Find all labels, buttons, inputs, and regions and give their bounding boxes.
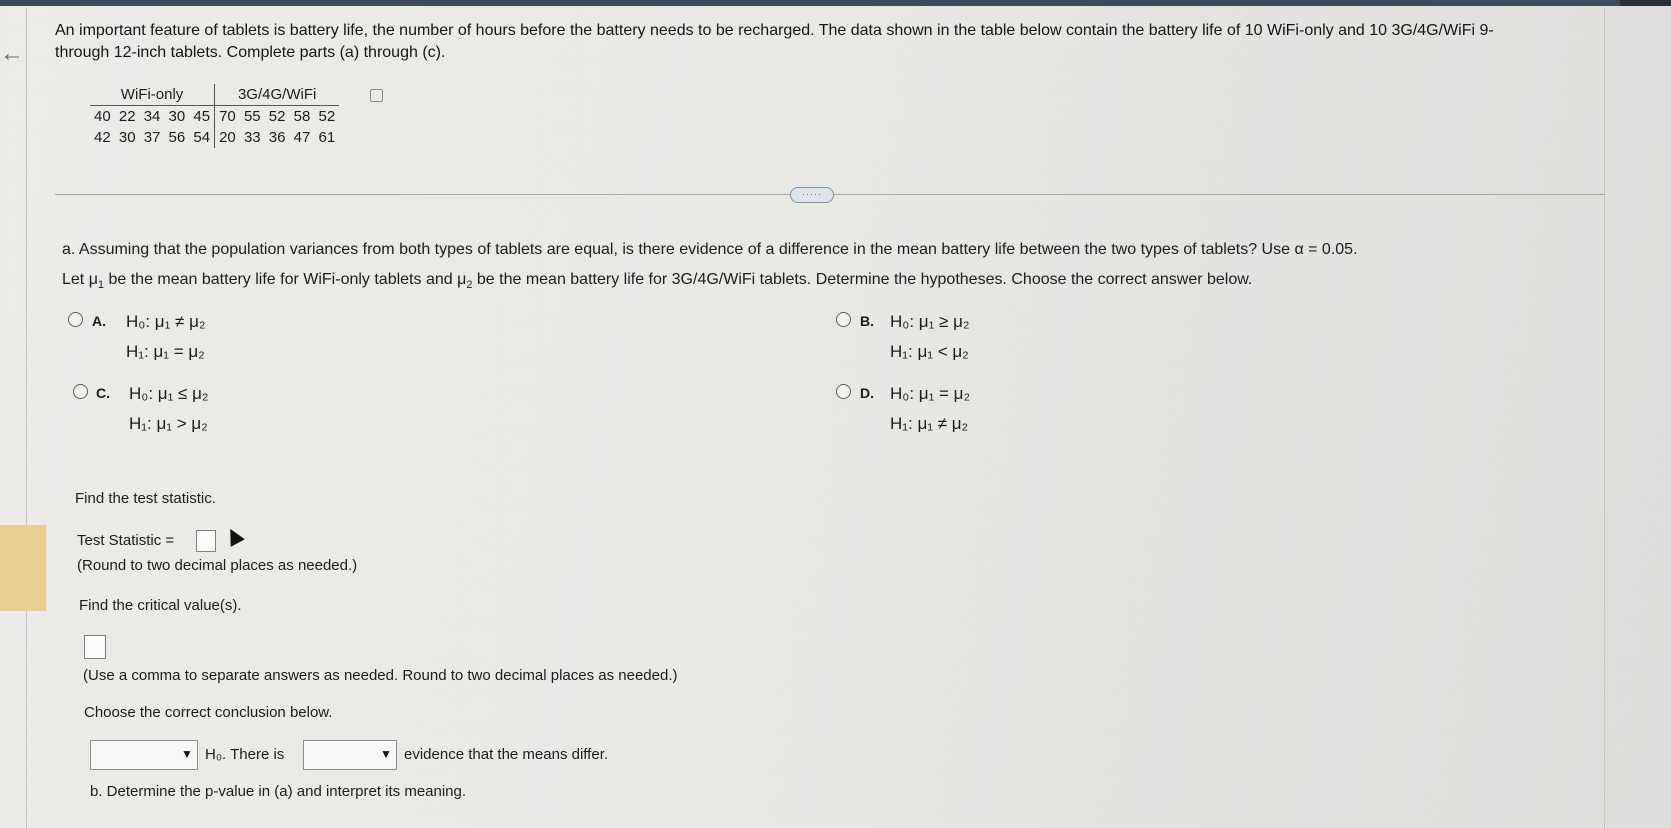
option-c-radio[interactable] — [73, 384, 88, 399]
expand-more-button[interactable]: ····· — [790, 187, 834, 203]
option-d-h1: H₁: μ₁ ≠ μ₂ — [890, 414, 969, 433]
part-a-question — [62, 235, 1482, 300]
option-c-h0: H₀: μ₁ ≤ μ₂ — [129, 384, 209, 403]
table-row — [90, 106, 339, 128]
option-b-letter: B. — [860, 313, 874, 329]
option-d-h0: H₀: μ₁ = μ₂ — [890, 384, 971, 403]
test-statistic-hint: (Round to two decimal places as needed.) — [77, 557, 358, 574]
option-d-letter: D. — [860, 385, 874, 401]
back-arrow-icon[interactable]: ← — [0, 40, 24, 67]
table-cell: 70 55 52 58 52 — [219, 108, 336, 125]
option-c-letter: C. — [96, 385, 110, 401]
option-a-h1: H₁: μ₁ = μ₂ — [126, 342, 205, 361]
right-border — [1604, 8, 1605, 828]
conclusion-text-h0: H₀. There is — [205, 746, 285, 763]
part-a-line2: Let $\mu_1$ be the mean battery life for WiFi-only tablets and $\mu_2$ be the mean battery life for 3G/4G/WiFi tablets. Determine the hypotheses. Choose the correct answer below. — [62, 271, 1253, 292]
evidence-dropdown[interactable] — [303, 740, 397, 770]
table-cell: 42 30 37 56 54 — [90, 127, 215, 148]
conclusion-text-evidence: evidence that the means differ. — [404, 746, 609, 763]
table-header-row — [90, 84, 339, 106]
conclusion-prompt: Choose the correct conclusion below. — [84, 704, 333, 721]
left-border — [26, 8, 27, 828]
test-statistic-prompt: Find the test statistic. — [75, 490, 216, 507]
column-header-wifi: WiFi-only — [90, 84, 215, 106]
part-b-question: b. Determine the p-value in (a) and interpret its meaning. — [90, 783, 467, 800]
part-a-line1: a. Assuming that the population variances from both types of tablets are equal, is there evidence of a difference in the mean battery life between the two types of tablets? Use α = 0.05. — [62, 241, 1358, 258]
top-bar-accent — [0, 0, 1620, 6]
column-header-3g4g: 3G/4G/WiFi — [215, 84, 340, 106]
battery-data-table — [90, 84, 339, 148]
dropdown-arrow-icon: ▼ — [181, 747, 193, 761]
table-cell: 40 22 34 30 45 — [90, 106, 215, 128]
critical-value-prompt: Find the critical value(s). — [79, 597, 242, 614]
option-a-h0: H₀: μ₁ ≠ μ₂ — [126, 312, 206, 331]
question-intro: An important feature of tablets is battery life, the number of hours before the battery needs to be recharged. The data shown in the table below contain the battery life of 10 WiFi-only and 10 3G/4G/WiFi 9- through 12-inch tablets. Complete parts (a) through (c). — [55, 22, 1494, 61]
option-b-radio[interactable] — [836, 312, 851, 327]
option-d-radio[interactable] — [836, 384, 851, 399]
copy-data-icon[interactable] — [370, 89, 383, 102]
critical-value-hint: (Use a comma to separate answers as needed. Round to two decimal places as needed.) — [83, 667, 678, 684]
reject-decision-dropdown[interactable] — [90, 740, 198, 770]
critical-value-input[interactable] — [84, 635, 106, 659]
side-tab[interactable] — [0, 525, 46, 611]
option-b-h0: H₀: μ₁ ≥ μ₂ — [890, 312, 970, 331]
test-statistic-input[interactable] — [196, 530, 216, 552]
option-c-h1: H₁: μ₁ > μ₂ — [129, 414, 208, 433]
table-cell: 20 33 36 47 61 — [219, 129, 336, 146]
test-statistic-label: Test Statistic = — [77, 532, 175, 549]
option-b-h1: H₁: μ₁ < μ₂ — [890, 342, 969, 361]
mouse-cursor-icon — [223, 525, 245, 547]
dropdown-arrow-icon: ▼ — [380, 747, 392, 761]
option-a-radio[interactable] — [68, 312, 83, 327]
table-row — [90, 127, 339, 148]
option-a-letter: A. — [92, 313, 106, 329]
